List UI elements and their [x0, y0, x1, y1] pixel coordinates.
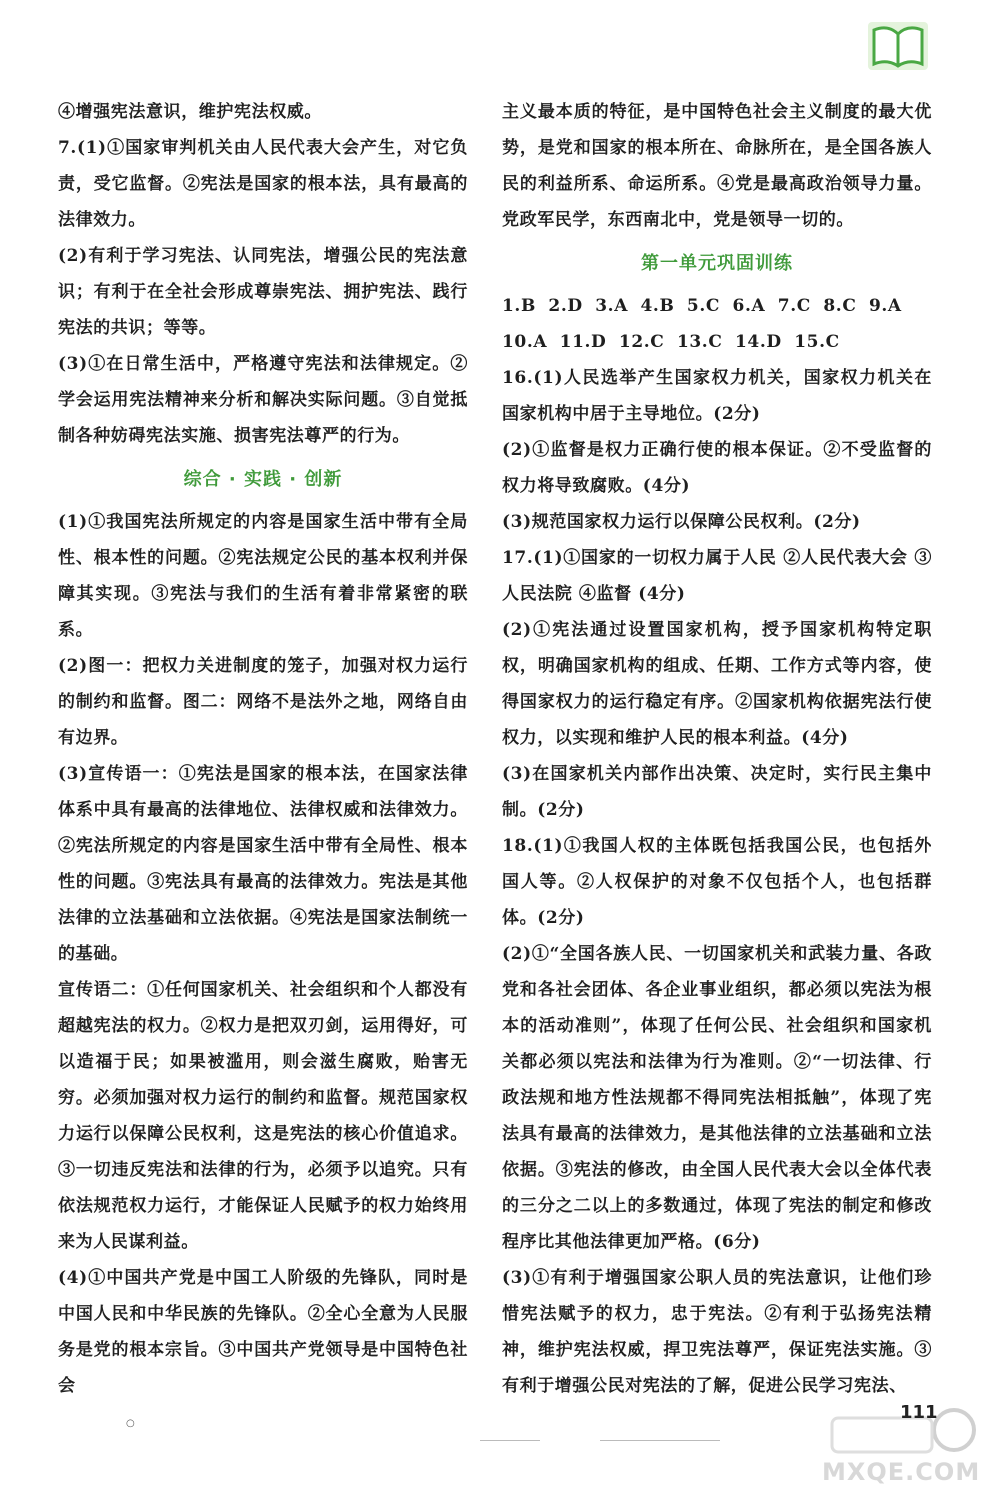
left-paragraph-3: (2)有利于学习宪法、认同宪法，增强公民的宪法意识；有利于在全社会形成尊崇宪法、拥护宪法、践行宪法的共识；等等。: [58, 246, 468, 338]
scan-dot: ○: [126, 1418, 135, 1429]
right-column: [502, 94, 932, 1404]
right-paragraph-9: (3)①有利于增强国家公职人员的宪法意识，让他们珍惜宪法赋予的权力，忠于宪法。②有利于弘扬宪法精神，维护宪法权威，捍卫宪法尊严，保证宪法实施。③有利于增强公民对宪法的了解，促进公民学习宪法、: [502, 1268, 932, 1396]
right-paragraph-7: 18.(1)①我国人权的主体既包括我国公民，也包括外国人等。②人权保护的对象不仅包括个人，也包括群体。(2分): [502, 836, 932, 928]
practice-paragraph-4: 宣传语二：①任何国家机关、社会组织和个人都没有超越宪法的权力。②权力是把双刃剑，运用得好，可以造福于民；如果被滥用，则会滋生腐败，贻害无穷。必须加强对权力运行的制约和监督。规范国家权力运行以保障公民权利，这是宪法的核心价值追求。③一切违反宪法和法律的行为，必须予以追究。只有依法规范权力运行，才能保证人民赋予的权力始终用来为人民谋利益。: [58, 980, 468, 1252]
practice-paragraph-5: (4)①中国共产党是中国工人阶级的先锋队，同时是中国人民和中华民族的先锋队。②全心全意为人民服务是党的根本宗旨。③中国共产党领导是中国特色社会: [58, 1268, 468, 1396]
right-paragraph-5: (2)①宪法通过设置国家机构，授予国家机构特定职权，明确国家机构的组成、任期、工作方式等内容，使得国家权力的运行稳定有序。②国家机构依据宪法行使权力，以实现和维护人民的根本利益。(4分): [502, 620, 932, 748]
left-paragraph-4: (3)①在日常生活中，严格遵守宪法和法律规定。②学会运用宪法精神来分析和解决实际问题。③自觉抵制各种妨碍宪法实施、损害宪法尊严的行为。: [58, 354, 468, 446]
section-title-unit-review: 第一单元巩固训练: [641, 253, 793, 274]
left-paragraph-2: 7.(1)①国家审判机关由人民代表大会产生，对它负责，受它监督。②宪法是国家的根本法，具有最高的法律效力。: [58, 138, 468, 230]
right-paragraph-2: (2)①监督是权力正确行使的根本保证。②不受监督的权力将导致腐败。(4分): [502, 440, 932, 496]
right-intro-paragraph: 主义最本质的特征，是中国特色社会主义制度的最大优势，是党和国家的根本所在、命脉所在，是全国各族人民的利益所系、命运所系。④党是最高政治领导力量。党政军民学，东西南北中，党是领导一切的。: [502, 102, 932, 230]
watermark-text: MXQE.COM: [822, 1458, 981, 1486]
right-paragraph-8: (2)①“全国各族人民、一切国家机关和武装力量、各政党和各社会团体、各企业事业组织，都必须以宪法为根本的活动准则”，体现了任何公民、社会组织和国家机关都必须以宪法和法律为行为准则。②“一切法律、行政法规和地方性法规都不得同宪法相抵触”，体现了宪法具有最高的法律效力，是其他法律的立法基础和立法依据。③宪法的修改，由全国人民代表大会以全体代表的三分之二以上的多数通过，体现了宪法的制定和修改程序比其他法律更加严格。(6分): [502, 944, 932, 1252]
scan-artifact-line: [480, 1440, 540, 1441]
page-number: 111: [900, 1402, 938, 1423]
right-paragraph-1: 16.(1)人民选举产生国家权力机关，国家权力机关在国家机构中居于主导地位。(2分): [502, 368, 932, 424]
practice-paragraph-2: (2)图一：把权力关进制度的笼子，加强对权力运行的制约和监督。图二：网络不是法外之地，网络自由有边界。: [58, 656, 468, 748]
section-title-practice: 综合 · 实践 · 创新: [183, 469, 343, 490]
choice-answers-line-1: 1.B 2.D 3.A 4.B 5.C 6.A 7.C 8.C 9.A: [502, 296, 902, 316]
right-paragraph-3: (3)规范国家权力运行以保障公民权利。(2分): [502, 512, 861, 532]
practice-paragraph-3: (3)宣传语一：①宪法是国家的根本法，在国家法律体系中具有最高的法律地位、法律权威和法律效力。②宪法所规定的内容是国家生活中带有全局性、根本性的问题。③宪法具有最高的法律效力。宪法是其他法律的立法基础和立法依据。④宪法是国家法制统一的基础。: [58, 764, 468, 964]
right-paragraph-6: (3)在国家机关内部作出决策、决定时，实行民主集中制。(2分): [502, 764, 932, 820]
open-book-icon: [866, 20, 930, 72]
practice-paragraph-1: (1)①我国宪法所规定的内容是国家生活中带有全局性、根本性的问题。②宪法规定公民的基本权利并保障其实现。③宪法与我们的生活有着非常紧密的联系。: [58, 512, 468, 640]
right-paragraph-4: 17.(1)①国家的一切权力属于人民 ②人民代表大会 ③人民法院 ④监督 (4分): [502, 548, 932, 604]
left-paragraph-1: ④增强宪法意识，维护宪法权威。: [58, 102, 322, 122]
choice-answers-line-2: 10.A 11.D 12.C 13.C 14.D 15.C: [502, 332, 840, 352]
scan-artifact-line: [600, 1440, 720, 1441]
left-column: [58, 94, 468, 1404]
